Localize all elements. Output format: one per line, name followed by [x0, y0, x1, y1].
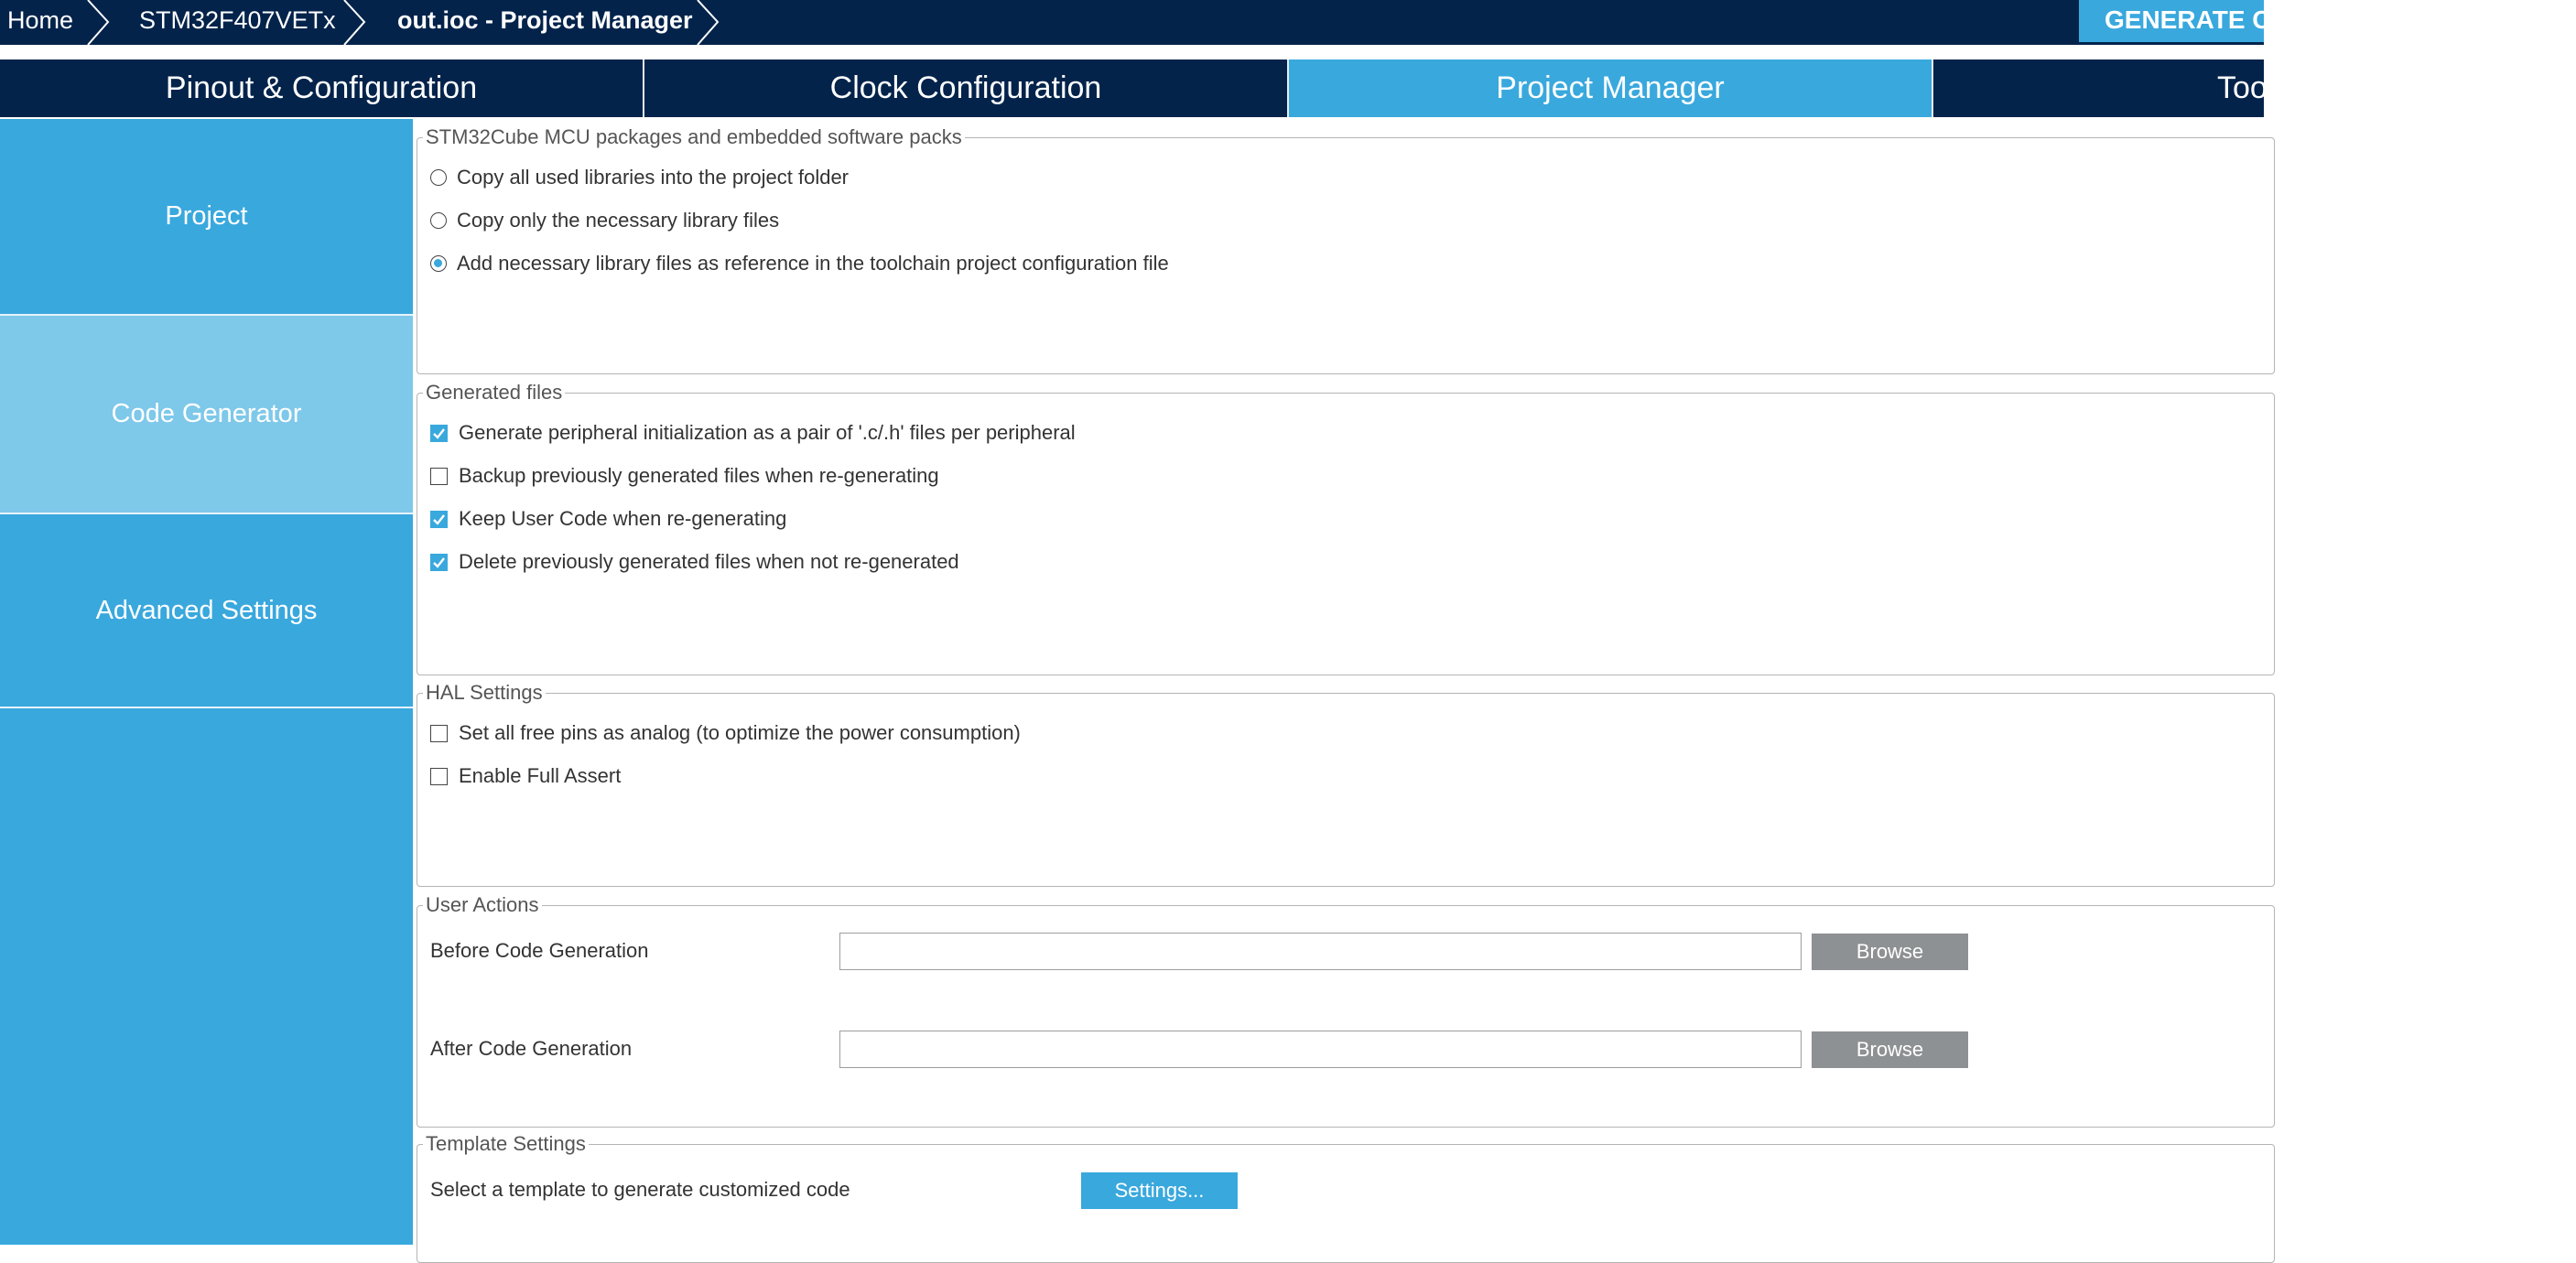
- generate-code-button[interactable]: GENERATE CODE: [2079, 0, 2264, 42]
- generated-files-group-title: Generated files: [423, 381, 565, 405]
- checkbox-checked[interactable]: [430, 425, 448, 442]
- chevron-right-icon: [692, 0, 725, 45]
- sidebar-item-advanced-settings[interactable]: Advanced Settings: [95, 596, 318, 625]
- checkbox[interactable]: [430, 725, 448, 742]
- hal-settings-group-title: HAL Settings: [423, 681, 546, 705]
- generate-peripheral-init-option[interactable]: Generate peripheral initialization as a pair of '.c/.h' files per peripheral: [430, 419, 1076, 447]
- before-browse-button[interactable]: Browse: [1812, 934, 1968, 970]
- chevron-right-icon: [82, 0, 115, 45]
- copy-all-libraries-option[interactable]: Copy all used libraries into the project folder: [430, 164, 849, 191]
- copy-necessary-files-option[interactable]: Copy only the necessary library files: [430, 207, 779, 234]
- after-code-generation-input[interactable]: [839, 1031, 1802, 1068]
- checkmark-icon: [432, 556, 446, 568]
- backup-files-option[interactable]: Backup previously generated files when re-generating: [430, 462, 939, 490]
- chevron-right-icon: [339, 0, 372, 45]
- add-as-reference-option[interactable]: Add necessary library files as reference in the toolchain project configuration file: [430, 250, 1169, 277]
- checkbox-checked[interactable]: [430, 554, 448, 571]
- breadcrumb: [0, 0, 2327, 45]
- tab-clock-configuration[interactable]: Clock Configuration: [829, 70, 1102, 105]
- checkmark-icon: [432, 513, 446, 525]
- free-pins-analog-option[interactable]: Set all free pins as analog (to optimize the power consumption): [430, 719, 1021, 747]
- tab-pinout-configuration[interactable]: Pinout & Configuration: [165, 70, 478, 105]
- sidebar-item-code-generator[interactable]: Code Generator: [0, 316, 413, 513]
- breadcrumb-home[interactable]: Home: [7, 6, 74, 34]
- generated-files-group: [417, 381, 2275, 675]
- main-tabs: [0, 59, 2290, 117]
- enable-full-assert-option[interactable]: Enable Full Assert: [430, 762, 621, 790]
- before-code-generation-label: Before Code Generation: [430, 939, 649, 962]
- user-actions-group: [417, 893, 2275, 1128]
- after-browse-button[interactable]: Browse: [1812, 1031, 1968, 1068]
- template-settings-button[interactable]: Settings...: [1081, 1172, 1238, 1209]
- hal-settings-group: [417, 681, 2275, 887]
- template-settings-group-title: Template Settings: [423, 1132, 589, 1156]
- packages-group: [417, 125, 2275, 374]
- code-generator-panel: [415, 119, 2264, 1245]
- checkbox-checked[interactable]: [430, 511, 448, 528]
- user-actions-group-title: User Actions: [423, 893, 542, 917]
- checkbox[interactable]: [430, 768, 448, 785]
- before-code-generation-input[interactable]: [839, 933, 1802, 970]
- checkbox[interactable]: [430, 468, 448, 485]
- packages-group-title: STM32Cube MCU packages and embedded software packs: [423, 125, 965, 149]
- tab-project-manager[interactable]: Project Manager: [1289, 59, 1932, 117]
- sidebar-item-project[interactable]: Project: [165, 201, 248, 231]
- radio-button[interactable]: [430, 212, 447, 229]
- radio-button-selected[interactable]: [430, 255, 447, 272]
- template-settings-group: [417, 1132, 2275, 1263]
- left-nav: [0, 119, 413, 1245]
- checkmark-icon: [432, 427, 446, 439]
- keep-user-code-option[interactable]: Keep User Code when re-generating: [430, 505, 786, 533]
- nav-divider: [0, 707, 413, 708]
- breadcrumb-device[interactable]: STM32F407VETx: [139, 6, 336, 34]
- radio-button[interactable]: [430, 169, 447, 186]
- breadcrumb-current-page[interactable]: out.ioc - Project Manager: [397, 6, 693, 34]
- delete-generated-files-option[interactable]: Delete previously generated files when not re-generated: [430, 548, 959, 576]
- tab-tools[interactable]: Tools: [2217, 70, 2290, 105]
- template-label: Select a template to generate customized code: [430, 1178, 850, 1201]
- after-code-generation-label: After Code Generation: [430, 1037, 633, 1060]
